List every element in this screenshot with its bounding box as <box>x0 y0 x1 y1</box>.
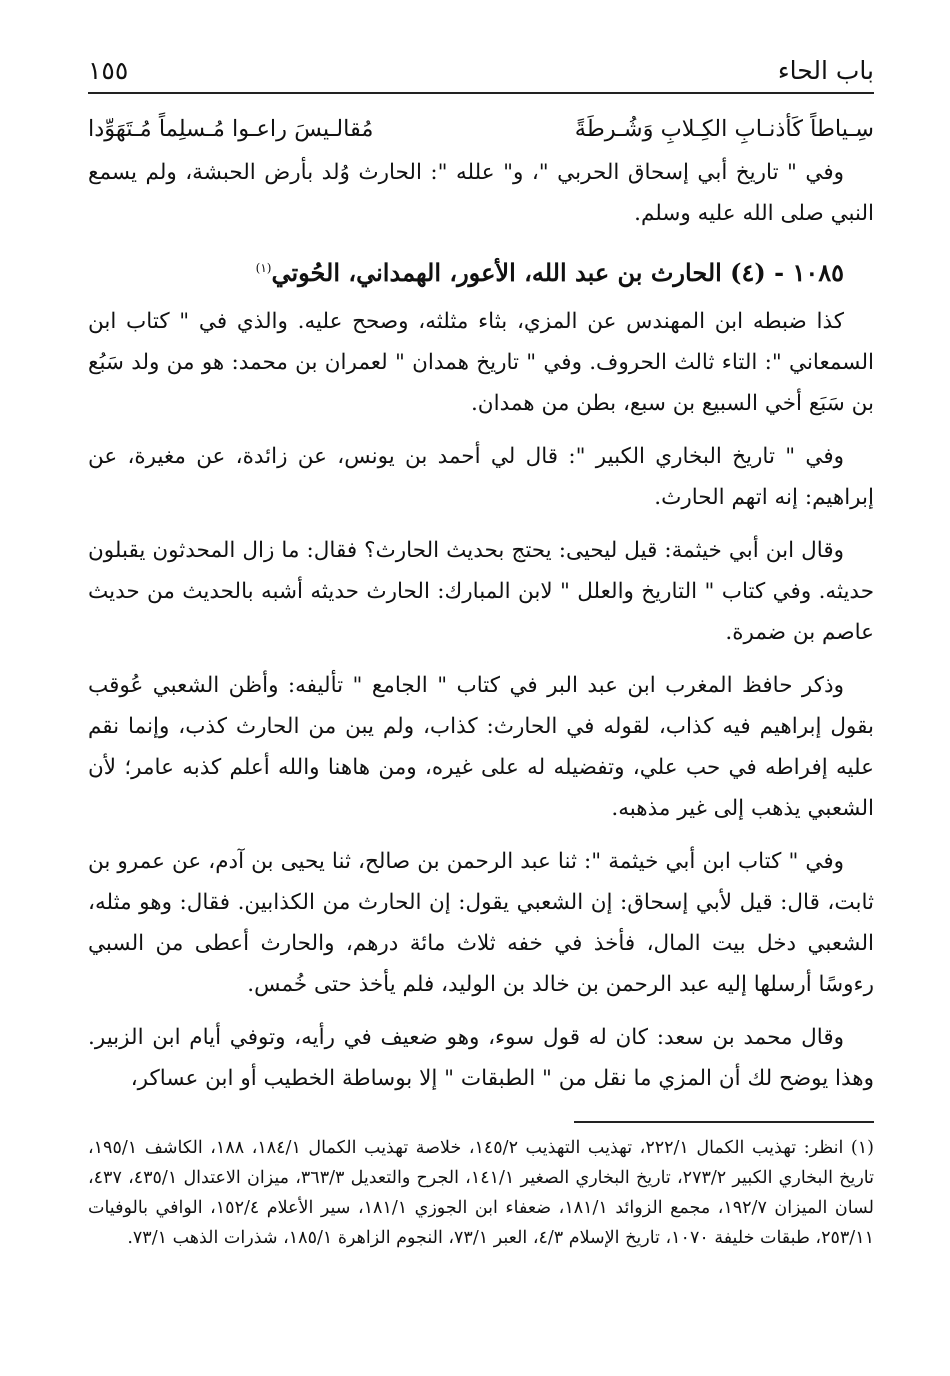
page-number: ١٥٥ <box>88 56 129 85</box>
verse-hemistich-right: سِـياطاً كَأذنـابِ الكِـلابِ وَشُـرطَةً <box>574 116 874 142</box>
paragraph: وقال ابن أبي خيثمة: قيل ليحيى: يحتج بحديث الحارث؟ فقال: ما زال المحدثون يقبلون حديثه. وفي كتاب " التاريخ والعلل " لابن المبارك: الحارث حديثه أشبه بالحديث من حديث عاصم بن ضمرة. <box>88 538 874 645</box>
paragraph: وذكر حافظ المغرب ابن عبد البر في كتاب " الجامع " تأليفه: وأظن الشعبي عُوقب بقول إبراهيم فيه كذاب، لقوله في الحارث: كذاب، ولم يبن من الحارث كذب، وإنما نقم عليه إفراطه في حب علي، وتفضيله له على غيره، ومن هاهنا والله أعلم كذبه عامر؛ لأن الشعبي يذهب إلى غير مذهبه. <box>88 673 874 821</box>
chapter-title: باب الحاء <box>777 56 874 85</box>
book-page <box>88 52 874 1253</box>
paragraph: وفي " تاريخ أبي إسحاق الحربي "، و" علله ": الحارث وُلد بأرض الحبشة، ولم يسمع النبي صلى الله عليه وسلم. <box>88 160 874 226</box>
footnote: (١) انظر: تهذيب الكمال ٢٢٢/١، تهذيب التهذيب ١٤٥/٢، خلاصة تهذيب الكمال ١٨٤/١، ١٨٨، الكاشف ١٩٥/١، تاريخ البخاري الكبير ٢٧٣/٢، تاريخ البخاري الصغير ١٤١/١، الجرح والتعديل ٣٦٣/٣، ميزان الاعتدال ٤٣٥/١، ٤٣٧، لسان الميزان ١٩٢/٧، مجمع الزوائد ١٨١/١، ضعفاء ابن الجوزي ١٨١/١، سير الأعلام ١٥٢/٤، الوافي بالوفيات ٢٥٣/١١، طبقات خليفة ١٠٧٠، تاريخ الإسلام ٤/٣، العبر ٧٣/١، النجوم الزاهرة ١٨٥/١، شذرات الذهب ٧٣/١. <box>88 1138 874 1248</box>
verse-hemistich-left: مُقالـيسَ راعـوا مُـسلِماً مُـتَهَوِّدا <box>88 116 374 142</box>
page-header <box>88 52 874 94</box>
paragraph: وقال محمد بن سعد: كان له قول سوء، وهو ضعيف في رأيه، وتوفي أيام ابن الزبير. وهذا يوضح لك أن المزي ما نقل من " الطبقات " إلا بوساطة الخطيب أو ابن عساكر، <box>88 1025 874 1091</box>
paragraph: وفي " كتاب ابن أبي خيثمة ": ثنا عبد الرحمن بن صالح، ثنا يحيى بن آدم، عن عمرو بن ثابت، قال: قيل لأبي إسحاق: إن الشعبي يقول: إن الحارث من الكذابين. فقال: وهو مثله، الشعبي دخل بيت المال، فأخذ في خفه ثلاث مائة درهم، والحارث أعطى من السبي رءوسًا أرسلها إليه عبد الرحمن بن خالد بن الوليد، فلم يأخذ حتى خُمس. <box>88 849 874 997</box>
poem-verse <box>88 108 874 150</box>
footnote-marker: (١) <box>255 261 272 275</box>
paragraph: وفي " تاريخ البخاري الكبير ": قال لي أحمد بن يونس، عن زائدة، عن مغيرة، عن إبراهيم: إنه اتهم الحارث. <box>88 444 874 510</box>
entry-title: ١٠٨٥ - (٤) الحارث بن عبد الله، الأعور، الهمداني، الحُوتي <box>271 258 844 287</box>
entry-heading <box>88 246 844 295</box>
paragraph: كذا ضبطه ابن المهندس عن المزي، بثاء مثلثه، وصحح عليه. والذي في " كتاب ابن السمعاني ": التاء ثالث الحروف. وفي " تاريخ همدان " لعمران بن محمد: هو من ولد سَبُع بن سَبَع أخي السبيع بن سبع، بطن من همدان. <box>88 309 874 416</box>
footnote-divider <box>574 1121 874 1123</box>
